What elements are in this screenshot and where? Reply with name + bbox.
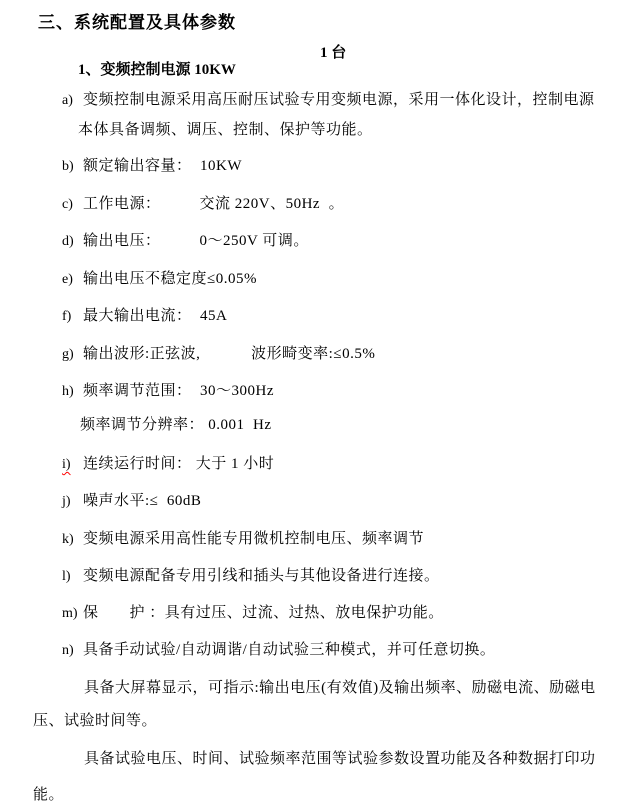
item-letter: f) — [62, 309, 72, 324]
spec-continuation-line — [80, 416, 272, 434]
spec-item-i — [62, 455, 274, 474]
spec-item-j — [62, 492, 201, 511]
item-text: 噪声水平:≤ 60dB — [83, 493, 202, 509]
item-text: 输出波形:正弦波, 波形畸变率:≤0.5% — [83, 346, 376, 362]
item-text: 变频电源采用高性能专用微机控制电压、频率调节 — [83, 531, 425, 547]
item-text: 保 护 ：具有过压、过流、过热、放电保护功能。 — [83, 605, 444, 621]
item-letter: i) — [62, 457, 71, 472]
item-letter: l) — [62, 569, 71, 584]
spec-item-h — [62, 382, 274, 401]
item-text: 频率调节分辨率： 0.001 Hz — [80, 417, 272, 433]
item-letter: d) — [62, 234, 74, 249]
item-text: 额定输出容量： 10KW — [83, 158, 242, 174]
item-text: 连续运行时间： 大于 1 小时 — [83, 456, 275, 472]
spec-item-b — [62, 157, 242, 176]
item-letter: n) — [62, 643, 74, 658]
item-text: 具备手动试验/自动调谐/自动试验三种模式，并可任意切换。 — [83, 642, 496, 658]
item-heading-number: 1、 — [78, 62, 101, 78]
item-text: 输出电压不稳定度≤0.05% — [83, 271, 257, 287]
item-text: 具备试验电压、时间、试验频率范围等试验参数设置功能及各种数据打印功 — [84, 751, 596, 767]
item-letter: m) — [62, 606, 78, 621]
item-text: 变频控制电源采用高压耐压试验专用变频电源，采用一体化设计，控制电源 — [83, 92, 595, 108]
spec-item-k — [62, 530, 424, 549]
spec-item-e — [62, 270, 257, 289]
paragraph-line — [84, 750, 596, 768]
paragraph-line — [84, 679, 596, 697]
item-text: 工作电源： 交流 220V、50Hz 。 — [83, 196, 345, 212]
item-letter: e) — [62, 272, 73, 287]
spec-item-a — [62, 91, 595, 110]
item-heading-label: 变频控制电源 10KW — [100, 62, 236, 78]
spec-item-d — [62, 232, 309, 251]
item-text: 变频电源配备专用引线和插头与其他设备进行连接。 — [83, 568, 440, 584]
item-letter: g) — [62, 347, 74, 362]
spec-item-n — [62, 641, 495, 660]
item-heading-quantity: 1 台 — [320, 45, 347, 61]
spec-item-c — [62, 195, 344, 214]
item-letter: h) — [62, 384, 74, 399]
document-title: 三、系统配置及具体参数 — [38, 13, 236, 32]
item-text: 本体具备调频、调压、控制、保护等功能。 — [78, 122, 373, 138]
item-text: 最大输出电流： 45A — [83, 308, 228, 324]
item-letter: k) — [62, 532, 74, 547]
item-text: 压、试验时间等。 — [33, 713, 158, 729]
spec-item-g — [62, 345, 375, 364]
paragraph-line — [33, 712, 157, 730]
item-text: 具备大屏幕显示，可指示:输出电压(有效值)及输出频率、励磁电流、励磁电 — [84, 680, 596, 696]
spec-continuation-line — [78, 121, 373, 139]
item-letter: c) — [62, 197, 73, 212]
item-text: 频率调节范围： 30～300Hz — [83, 383, 274, 399]
spec-item-m — [62, 604, 444, 623]
item-letter: a) — [62, 93, 73, 108]
item-text: 输出电压： 0～250V 可调。 — [83, 233, 309, 249]
item-letter: j) — [62, 494, 71, 509]
spec-item-l — [62, 567, 440, 586]
paragraph-line — [33, 786, 64, 804]
item-letter: b) — [62, 159, 74, 174]
spec-item-f — [62, 307, 227, 326]
item-text: 能。 — [33, 787, 65, 803]
